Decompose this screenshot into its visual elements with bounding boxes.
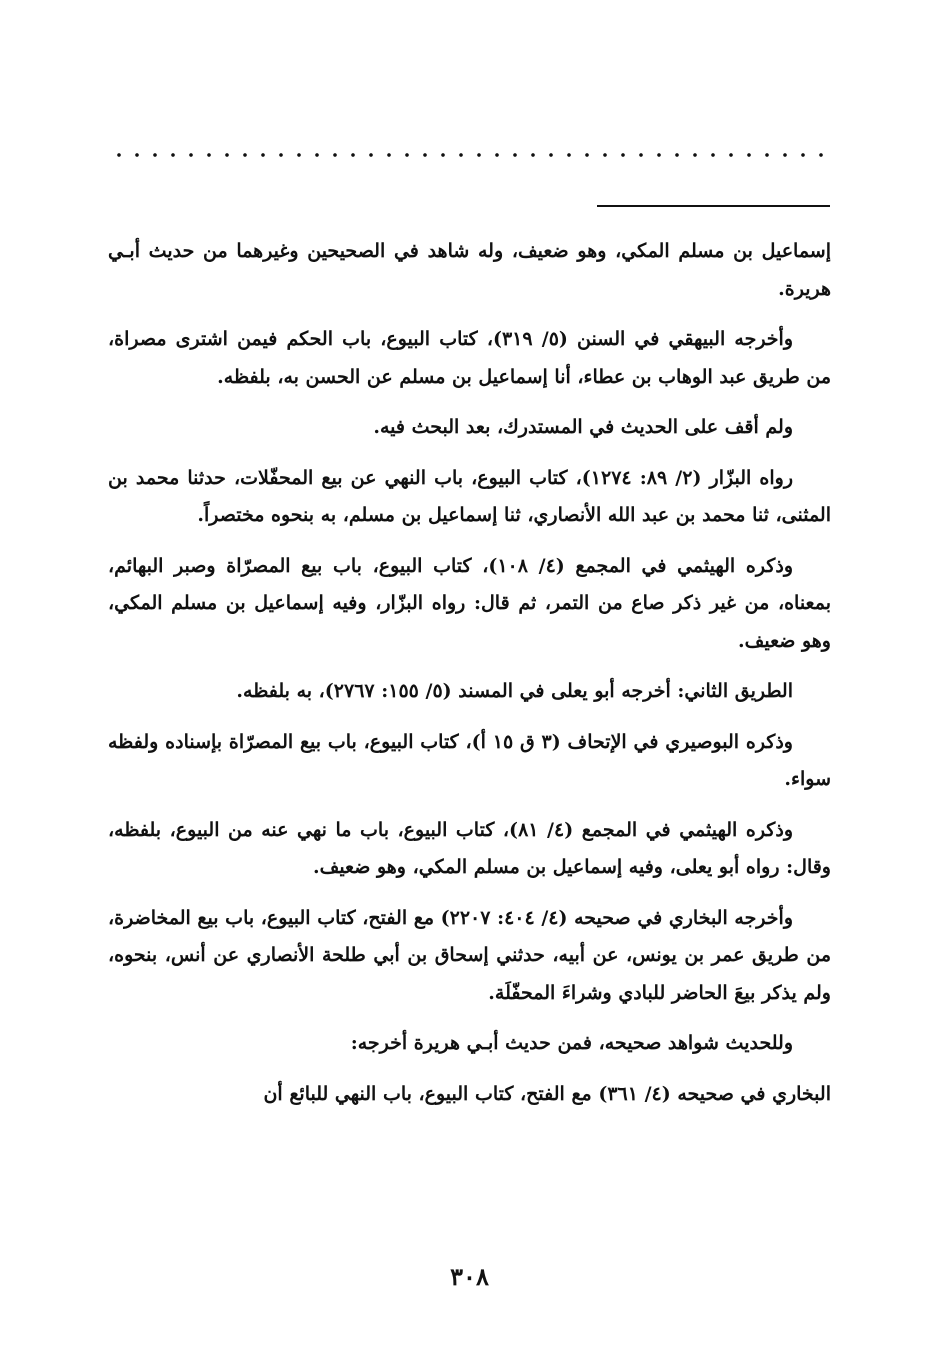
footnote-rule: [597, 205, 830, 207]
footnote-paragraph: الطريق الثاني: أخرجه أبو يعلى في المسند (٥/ ١٥٥: ٢٧٦٧)، به بلفظه.: [236, 680, 793, 702]
footnote-paragraph: وللحديث شواهد صحيحه، فمن حديث أبـي هريرة أخرجه:: [350, 1032, 793, 1054]
footnote-paragraph: وذكره الهيثمي في المجمع (٤/ ١٠٨)، كتاب البيوع، باب بيع المصرّاة وصبر البهائم، بمعناه، من غير ذكر صاع من التمر، ثم قال: رواه البزّار، وفيه إسماعيل بن مسلم المكي، وهو ضعيف.: [108, 554, 831, 652]
footnote-paragraph: وذكره البوصيري في الإتحاف (٣ ق ١٥ أ)، كتاب البيوع، باب بيع المصرّاة بإسناده ولفظه سواء.: [108, 730, 831, 790]
footnote-paragraph: رواه البزّار (٢/ ٨٩: ١٢٧٤)، كتاب البيوع، باب النهي عن بيع المحفّلات، حدثنا محمد بن المثنى، ثنا محمد بن عبد الله الأنصاري، ثنا إسماعيل بن مسلم، به بنحوه مختصراً.: [108, 466, 831, 526]
footnote-paragraph: ولم أقف على الحديث في المستدرك، بعد البحث فيه.: [373, 416, 793, 438]
footnote-paragraph: إسماعيل بن مسلم المكي، وهو ضعيف، وله شاهد في الصحيحين وغيرهما من حديث أبـي هريرة.: [108, 240, 831, 300]
page-number: ٣٠٨: [450, 1262, 489, 1291]
dotted-separator: [110, 152, 832, 158]
footnote-paragraph: البخاري في صحيحه (٤/ ٣٦١) مع الفتح، كتاب البيوع، باب النهي للبائع أن: [263, 1082, 831, 1105]
footnote-text-block: [108, 233, 831, 1126]
footnote-paragraph: وأخرجه البخاري في صحيحه (٤/ ٤٠٤: ٢٢٠٧) مع الفتح، كتاب البيوع، باب بيع المخاضرة، من طريق عمر بن يونس، عن أبيه، حدثني إسحاق بن أبي طلحة الأنصاري عن أنس، بنحوه، ولم يذكر بيعَ الحاضر للبادي وشراءَ المحفّلَة.: [108, 906, 831, 1004]
footnote-paragraph: وذكره الهيثمي في المجمع (٤/ ٨١)، كتاب البيوع، باب ما نهي عنه من البيوع، بلفظه، وقال: رواه أبو يعلى، وفيه إسماعيل بن مسلم المكي، وهو ضعيف.: [108, 818, 831, 878]
footnote-paragraph: وأخرجه البيهقي في السنن (٥/ ٣١٩)، كتاب البيوع، باب الحكم فيمن اشترى مصراة، من طريق عبد الوهاب بن عطاء، أنا إسماعيل بن مسلم عن الحسن به، بلفظه.: [108, 328, 831, 388]
